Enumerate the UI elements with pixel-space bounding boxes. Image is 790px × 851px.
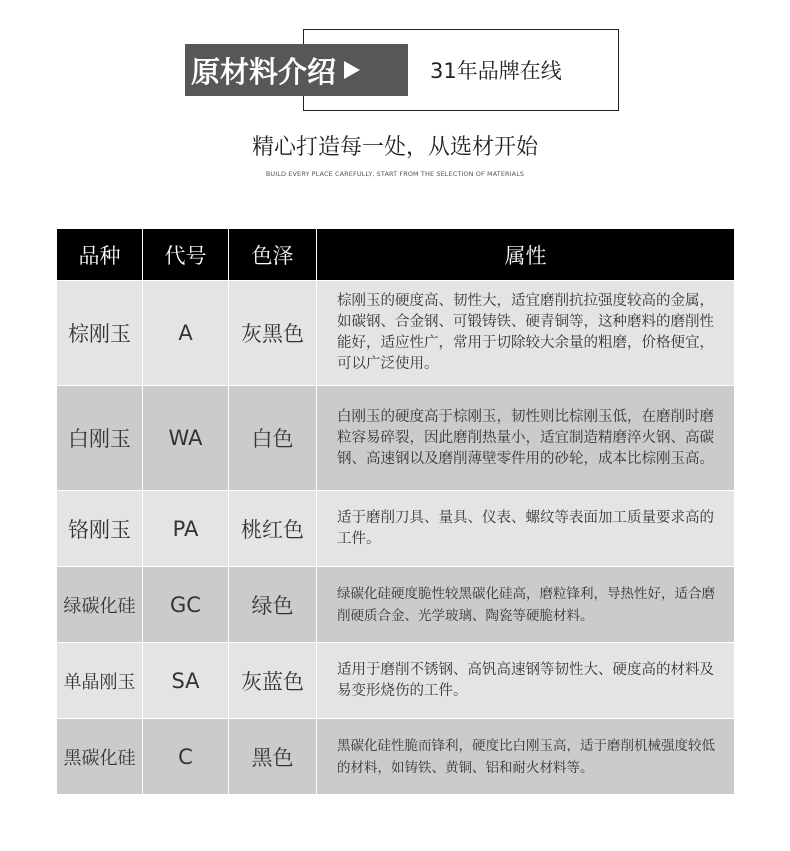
cell-code: SA: [143, 643, 229, 719]
play-arrow-icon: [344, 61, 360, 79]
banner-tag: [185, 44, 408, 96]
cell-code: PA: [143, 491, 229, 567]
cell-property: 适于磨削刀具、量具、仪表、螺纹等表面加工质量要求高的工件。: [317, 491, 735, 567]
table-row: [57, 567, 735, 643]
cell-code: GC: [143, 567, 229, 643]
cell-property: 黑碳化硅性脆而锋利，硬度比白刚玉高，适于磨削机械强度较低的材料，如铸铁、黄铜、铝和耐火材料等。: [317, 719, 735, 795]
cell-property: 白刚玉的硬度高于棕刚玉，韧性则比棕刚玉低，在磨削时磨粒容易碎裂，因此磨削热量小，适宜制造精磨淬火钢、高碳钢、高速钢以及磨削薄壁零件用的砂轮，成本比棕刚玉高。: [317, 386, 735, 491]
cell-variety: 铬刚玉: [57, 491, 143, 567]
table-row: [57, 719, 735, 795]
cell-variety: 黑碳化硅: [57, 719, 143, 795]
table-header-row: [57, 229, 735, 281]
cell-variety: 单晶刚玉: [57, 643, 143, 719]
cell-color: 桃红色: [229, 491, 317, 567]
section-title: 精心打造每一处，从选材开始: [251, 135, 538, 160]
cell-variety: 棕刚玉: [57, 281, 143, 386]
header-property: 属性: [317, 229, 735, 281]
cell-property: 适用于磨削不锈钢、高钒高速钢等韧性大、硬度高的材料及易变形烧伤的工件。: [317, 643, 735, 719]
cell-property: 棕刚玉的硬度高、韧性大，适宜磨削抗拉强度较高的金属，如碳钢、合金钢、可锻铸铁、硬青铜等，这种磨料的磨削性能好，适应性广，常用于切除较大余量的粗磨，价格便宜，可以广泛使用。: [317, 281, 735, 386]
cell-variety: 绿碳化硅: [57, 567, 143, 643]
header-code: 代号: [143, 229, 229, 281]
header-variety: 品种: [57, 229, 143, 281]
table-row: [57, 643, 735, 719]
table-row: [57, 386, 735, 491]
cell-code: A: [143, 281, 229, 386]
header-color: 色泽: [229, 229, 317, 281]
banner-tag-label: 原材料介绍: [191, 54, 337, 89]
table-row: [57, 491, 735, 567]
materials-table: [56, 228, 735, 795]
cell-variety: 白刚玉: [57, 386, 143, 491]
cell-color: 白色: [229, 386, 317, 491]
cell-code: C: [143, 719, 229, 795]
cell-property: 绿碳化硅硬度脆性较黑碳化硅高，磨粒锋利，导热性好，适合磨削硬质合金、光学玻璃、陶瓷等硬脆材料。: [317, 567, 735, 643]
cell-color: 绿色: [229, 567, 317, 643]
cell-code: WA: [143, 386, 229, 491]
banner-slogan: 31年品牌在线: [430, 59, 562, 83]
cell-color: 黑色: [229, 719, 317, 795]
section-subtitle-en: BUILD EVERY PLACE CAREFULLY, START FROM THE SELECTION OF MATERIALS: [265, 170, 525, 178]
table-row: [57, 281, 735, 386]
cell-color: 灰蓝色: [229, 643, 317, 719]
cell-color: 灰黑色: [229, 281, 317, 386]
